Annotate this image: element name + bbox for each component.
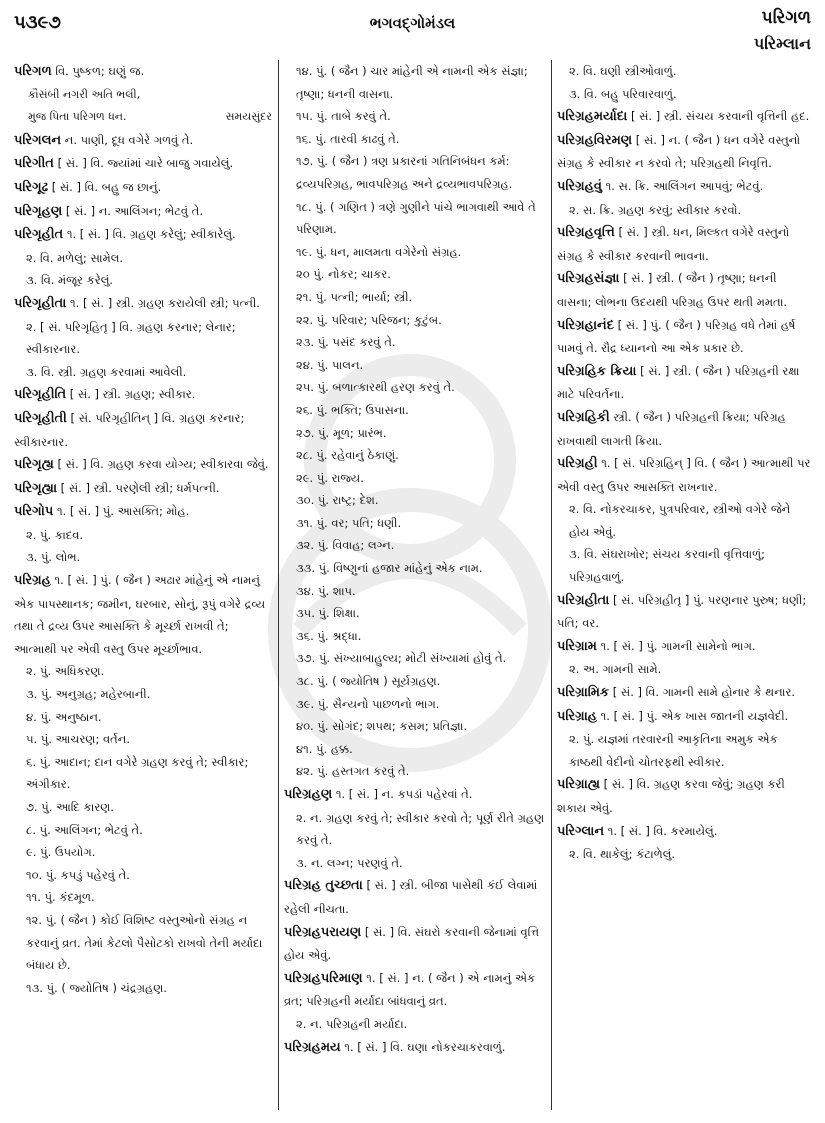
definition: [ સં. પરિગૃહીતિન્ ] વિ. ગ્રહણ કરનાર; સ્વીકારનાર. — [14, 410, 245, 449]
headword: પરિગ્રહવિરમણ — [557, 132, 633, 148]
sense-definition: ૨. વિ. થાકેલું; કંટાળેલું. — [569, 847, 676, 862]
headword: પરિગૃહીતી — [14, 410, 67, 426]
headword: પરિગૃહીતિ — [14, 387, 67, 403]
running-title: ભગવદ્ગોમંડલ — [369, 14, 456, 32]
dictionary-entry — [14, 152, 272, 176]
sense-definition: ૩. વિ. મંજૂર કરેલું. — [26, 273, 114, 288]
sense-definition: ૨૧. પું. પત્ની; ભાર્યા; સ્ત્રી. — [296, 289, 413, 304]
definition: [ સં. ] સ્ત્રી. બીજા પાસેથી કંઈ લેવામાં રહેલી નીચતા. — [284, 878, 538, 916]
headword: પરિગ્રહમર્યાદા — [557, 109, 628, 125]
definition: [ સં. ] સ્ત્રી. સંચય કરવાની વૃત્તિની હદ. — [630, 109, 810, 124]
sense-definition: ૨૫. પું. બળાત્કારથી હરણ કરવું તે. — [296, 380, 455, 395]
sense-definition: ૩. પું. અનુગ્રહ; મહેરબાની. — [26, 687, 151, 702]
definition: [ સં. ] સ્ત્રી. ધન, મિલ્કત વગેરે વસ્તુનો સંગ્રહ કે સ્વીકાર કરવાની ભાવના. — [557, 225, 790, 263]
dictionary-entry — [557, 773, 813, 819]
dictionary-entry — [557, 406, 813, 452]
sense-definition: ૩૪. પું. શાપ. — [296, 583, 356, 598]
sense-definition: ૩. વિ. સંઘરાખોર; સંચય કરવાની વૃત્તિવાળું; પરિગ્રહવાળું. — [569, 547, 765, 585]
sense-definition: ૧૬. પું. તારવી કાઢવું તે. — [296, 131, 400, 146]
column-3 — [557, 60, 813, 1118]
definition: ૧. [ સં. ] પું. એક ખાસ જાતની યજ્ઞવેદી. — [600, 708, 789, 723]
headword: પરિગલન — [14, 132, 62, 148]
column-2 — [284, 60, 546, 1118]
sense-definition: ૪૧. પું. હક્ક. — [296, 741, 353, 756]
definition: [ સં. ] સ્ત્રી. ( જૈન ) તૃષ્ણા; ધનની વાસના; લોભના ઉદયથી પરિગ્રહ ઉપર થતી મમતા. — [557, 271, 788, 309]
sense-definition: ૩૧. પું. વર; પતિ; ધણી. — [296, 515, 402, 530]
headword: પરિગ્રહમય — [284, 1039, 341, 1055]
dictionary-entry — [284, 783, 546, 807]
definition: ૧. [ સં. ] વિ. કરમાયેલું. — [607, 823, 718, 838]
sense-definition: ૧૫. પું. તાબે કરવું તે. — [296, 109, 391, 124]
definition: ૧. [ સં. ] વિ. ગ્રહણ કરેલું; સ્વીકારેલું. — [66, 227, 236, 242]
sense-definition: ૩૦. પું. રાષ્ટ્ર; દેશ. — [296, 493, 379, 508]
sense-definition: ૨૨. પું. પરિવાર; પરિજન; કુટુંબ. — [296, 312, 442, 327]
headword: પરિગૃહ્ય — [14, 457, 54, 473]
sense-definition: ૩. ન. લગ્ન; પરણવું તે. — [296, 855, 403, 870]
sense-definition: ૨. પું. કાદવ. — [26, 527, 84, 542]
sense-definition: ૩૨. પું. વિવાહ; લગ્ન. — [296, 538, 395, 553]
dictionary-entry — [557, 452, 813, 498]
headword: પરિગ્રહવૃત્તિ — [557, 225, 615, 241]
definition: ૧. [ સં. ] ન. ( જૈન ) એ નામનું એક વ્રત; પરિગ્રહની મર્યાદા બાંધવાનું વ્રત. — [284, 970, 536, 1009]
definition: ૧. [ સં. ] પું. ગામની સામેનો ભાગ. — [600, 638, 756, 653]
sense-definition: ૩૬. પું. શ્રદ્ધા. — [296, 628, 362, 643]
dictionary-entry — [14, 477, 272, 501]
sense-definition: ૫. પું. આચરણ; વર્તન. — [26, 732, 130, 747]
sense-definition: ૨૪. પું. પાલન. — [296, 357, 364, 372]
definition: [ સં. ] સ્ત્રી. ( જૈન ) પરિગ્રહની રક્ષા માટે પરિવર્તના. — [557, 363, 800, 402]
dictionary-entry — [557, 820, 813, 844]
dictionary-entry — [14, 129, 272, 153]
headword: પરિગ્રામ — [557, 638, 597, 654]
definition: [ સં. ] વિ. જ્યાંમાં ચારે બાજુ ગવાયેલું. — [57, 156, 234, 171]
sense-definition: ૩૮. પું. ( જ્યોતિષ ) સૂર્યગ્રહણ. — [296, 674, 441, 689]
sense-definition: ૨. પું. અધિકરણ. — [26, 664, 105, 679]
headword: પરિગૂઢ — [14, 179, 49, 195]
headword: પરિગ્રામિક — [557, 685, 610, 701]
sense-definition: ૨. ન. ગ્રહણ કરવું તે; સ્વીકાર કરવો તે; પૂર્ણ રીતે ગ્રહણ કરવું તે. — [296, 810, 545, 848]
sense-definition: ૪. પું. અનુષ્ઠાન. — [26, 709, 102, 724]
sense-definition: ૨. અ. ગામની સામે. — [569, 662, 662, 677]
dictionary-entry — [557, 267, 813, 313]
quotation-line — [14, 106, 272, 129]
dictionary-entry — [14, 407, 272, 453]
dictionary-entry — [14, 176, 272, 200]
definition: ન. પાણી, દૂધ વગેરે ગળવું તે. — [64, 132, 194, 147]
dictionary-entry — [557, 681, 813, 705]
headword: પરિગ્રહાનંદ — [557, 317, 614, 333]
column-divider — [278, 60, 279, 1110]
definition: ૧. સ. ક્રિ. આલિંગન આપવું; ભેટવું. — [605, 178, 764, 193]
sense-definition: ૧૯. પું. ધન, માલમતા વગેરેનો સંગ્રહ. — [296, 244, 462, 259]
sense-definition: ૩. વિ. સ્ત્રી. ગ્રહણ કરવામાં આવેલી. — [26, 364, 187, 379]
definition: ૧. [ સં. ] પું. ( જૈન ) અઢાર માંહેનું એ નામનું એક પાપસ્થાનક; જમીન, ઘરબાર, સોનું, રૂપું વગેરે દ્રવ્ય તથા તે દ્રવ્ય ઉપર આસક્તિ કે મૂર્ચ્છા રાખવી તે; આત્માથી પર એવી વસ્તુ ઉપર મૂર્ચ્છાભાવ. — [14, 573, 266, 656]
sense-definition: ૮. પું. આલિંગન; ભેટવું તે. — [26, 822, 143, 837]
sense-definition: ૩. વિ. બહુ પરિવારવાળું. — [569, 86, 677, 101]
dictionary-entry — [14, 292, 272, 316]
definition: ૧. [ સં. ] ન. કપડાં પહેરવાં તે. — [335, 787, 473, 801]
sense-definition: ૧૮. પું. ( ગણિત ) ત્રણે ગુણીને પાંચે ભાગવાથી આવે તે પરિણામ. — [296, 199, 536, 237]
dictionary-entry — [14, 223, 272, 247]
dictionary-entry — [14, 60, 272, 84]
definition: [ સં. ] વિ. ગામની સામે હોનાર કે થનાર. — [612, 685, 796, 700]
sense-definition: ૧૩. પું. ( જ્યોતિષ ) ચંદ્રગ્રહણ. — [26, 980, 167, 995]
sense-definition: ૧૦. પું. કપડું પહેરવું તે. — [26, 867, 130, 882]
column-divider — [551, 60, 552, 1110]
dictionary-entry — [14, 383, 272, 407]
definition: વિ. પુષ્કળ; ઘણું જ. — [55, 64, 145, 78]
dictionary-entry — [557, 105, 813, 129]
headword: પરિગ્રહપરિમાણ — [284, 970, 363, 986]
headword: પરિગ્રહિકી — [557, 409, 610, 425]
dictionary-entry — [557, 635, 813, 659]
headword: પરિગ્રહી — [557, 456, 598, 472]
definition: [ સં. ] પું. ( જૈન ) પરિગ્રહ વધે તેમાં હર્ષ પામવું તે. રૌદ્ર ધ્યાનનો આ એક પ્રકાર છે. — [557, 317, 796, 356]
sense-definition: ૨૮. પું. રહેવાનું ઠેકાણું. — [296, 448, 399, 463]
definition: [ સં. ] સ્ત્રી. ગ્રહણ; સ્વીકાર. — [69, 387, 196, 402]
definition: [ સં. ] વિ. બહુ જ છાનું. — [51, 179, 162, 194]
headword: પરિગીત — [14, 156, 54, 172]
sense-definition: ૪૨. પું. હસ્તગત કરવું તે. — [296, 764, 410, 779]
headword: પરિગ્રહણ — [284, 787, 333, 802]
dictionary-entry — [557, 175, 813, 199]
sense-definition: ૪૦. પું. સોગંદ; શપથ; કસમ; પ્રતિજ્ઞા. — [296, 719, 468, 734]
definition: [ સં. ] ન. આલિંગન; ભેટવું તે. — [65, 203, 204, 218]
headword: પરિગોપ — [14, 504, 54, 520]
dictionary-entry — [14, 500, 272, 524]
dictionary-entry — [557, 129, 813, 175]
headword: પરિગ્રહ તુચ્છતા — [284, 878, 363, 894]
definition: ૧. [ સં. ] વિ. ઘણા નોકરચાકરવાળું. — [344, 1039, 506, 1054]
headword: પરિગ્રહિક ક્રિયા — [557, 363, 637, 379]
definition: ૧. [ સં. પરિગ્રહિન્ ] વિ. ( જૈન ) આત્માથી પર એવી વસ્તુ ઉપર આસક્તિ રાખનાર. — [557, 456, 811, 494]
guide-word-first: પરિગળ — [761, 8, 811, 28]
sense-definition: ૨. સ. ક્રિ. ગ્રહણ કરવું; સ્વીકાર કરવો. — [569, 202, 742, 217]
dictionary-entry — [284, 967, 546, 1013]
dictionary-entry — [557, 314, 813, 360]
guide-word-last: પરિમ્લાન — [753, 34, 811, 53]
headword: પરિગ્રાહ્ય — [557, 777, 601, 793]
headword: પરિગૃહણ — [14, 203, 63, 219]
sense-definition: ૩૩. પું. વિષ્ણુનાં હજાર માંહેનું એક નામ. — [296, 561, 483, 576]
dictionary-entry — [284, 1036, 546, 1060]
definition: [ સં. ] ન. ( જૈન ) ધન વગેરે વસ્તુનો સંગ્રહ કે સ્વીકાર ન કરવો તે; પરિગ્રહથી નિવૃત્તિ. — [557, 132, 801, 171]
sense-definition: ૨. વિ. મળેલું; સામેલ. — [26, 250, 124, 265]
quotation-text: કૌસંબી નગરી અતિ ભલી, — [28, 87, 141, 101]
sense-definition: ૩૯. પું. સૈન્યનો પાછળનો ભાગ. — [296, 696, 440, 711]
headword: પરિગ્રાહ — [557, 708, 598, 724]
sense-definition: ૨. પું. યજ્ઞમાં તરવારની આકૃતિના અમુક એક કાષ્ઠથી વેદીનો ચોતરફથી સ્વીકાર. — [569, 732, 778, 769]
page-header — [0, 0, 825, 58]
sense-definition: ૨. [ સં. પરિગૃહિતૃ ] વિ. ગ્રહણ કરનાર; લેનાર; સ્વીકારનાર. — [26, 319, 236, 357]
quotation-author: સમયસુંદર — [225, 110, 272, 124]
quotation-text: મુજ પિતા પરિગળ ધન. — [28, 110, 127, 124]
sense-definition: ૩૫. પું. શિક્ષા. — [296, 606, 360, 621]
sense-definition: ૬. પું. આદાન; દાન વગેરે ગ્રહણ કરવું તે; સ્વીકાર; અંગીકાર. — [26, 754, 249, 792]
sense-definition: ૧૨. પું. ( જૈન ) કોઈ વિશિષ્ટ વસ્તુઓનો સંગ્રહ ન કરવાનું વ્રત. તેમાં કેટલો પૈસોટકો રાખવો તેની મર્યાદા બંધાય છે. — [26, 912, 263, 973]
headword: પરિગ્રહપરાયણ — [284, 924, 362, 940]
sense-definition: ૨૦ પું. નોકર; ચાકર. — [296, 267, 391, 282]
sense-definition: ૨૯. પું. રાજ્ય. — [296, 470, 364, 485]
headword: પરિગૃહ્યા — [14, 480, 58, 496]
sense-definition: ૭. પું. આદિ કારણ. — [26, 800, 114, 814]
headword: પરિગ્લાન — [557, 823, 605, 839]
quotation-line — [14, 84, 272, 107]
page-number: પ૩૯૭ — [14, 12, 61, 33]
dictionary-entry — [14, 569, 272, 660]
definition: સ્ત્રી. ( જૈન ) પરિગ્રહની ક્રિયા; પરિગ્રહ રાખવાથી લાગતી ક્રિયા. — [557, 409, 786, 448]
definition: ૧. [ સં. ] પું. આસક્તિ; મોહ. — [56, 504, 190, 519]
headword: પરિગ્રહસંજ્ઞા — [557, 271, 620, 287]
headword: પરિગ્રહીતા — [557, 592, 610, 608]
dictionary-entry — [284, 874, 546, 920]
definition: [ સં. ] વિ. સંઘરો કરવાની જેનામાં વૃત્તિ હોય એવું. — [284, 924, 540, 963]
sense-definition: ૯. પું. ઉપયોગ. — [26, 845, 96, 860]
dictionary-entry — [14, 453, 272, 477]
sense-definition: ૨૩. પું. પસંદ કરવું તે. — [296, 335, 396, 350]
headword: પરિગૃહીત — [14, 227, 64, 243]
sense-definition: ૧૧. પું. કંદમૂળ. — [26, 890, 95, 905]
dictionary-entry — [284, 921, 546, 967]
sense-definition: ૩૭. પું. સંખ્યાબાહુલ્ય; મોટી સંખ્યામાં હોવું તે. — [296, 651, 507, 666]
headword: પરિગ્રહ — [14, 573, 51, 589]
dictionary-entry — [557, 360, 813, 406]
sense-definition: ૧૭. પું. ( જૈન ) ત્રણ પ્રકારનાં ગતિનિબંધન કર્મ: દ્રવ્યપરિગ્રહ, ભાવપરિગ્રહ અને દ્રવ્યભાવપરિગ્રહ. — [296, 154, 513, 191]
sense-definition: ૩. પું. લોભ. — [26, 550, 81, 565]
definition: [ સં. ] સ્ત્રી. પરણેલી સ્ત્રી; ધર્મપત્ની. — [60, 480, 220, 495]
headword: પરિગળ — [14, 64, 52, 79]
definition: [ સં. પરિગ્રહીતૃ ] પું. પરણનાર પુરુષ; ધણી; પતિ; વર. — [557, 592, 807, 631]
sense-definition: ૧૪. પું. ( જૈન ) ચાર માંહેની એ નામની એક સંજ્ઞા; તૃષ્ણા; ધનની વાસના. — [296, 64, 528, 101]
dictionary-entry — [557, 705, 813, 729]
sense-definition: ૨. વિ. ઘણી સ્ત્રીઓવાળું. — [569, 64, 677, 78]
sense-definition: ૨. ન. પરિગ્રહની મર્યાદા. — [296, 1016, 408, 1031]
definition: ૧. [ સં. ] સ્ત્રી. ગ્રહણ કરાયેલી સ્ત્રી; પત્ની. — [70, 295, 260, 310]
sense-definition: ૨૭. પું. મૂળ; પ્રારંભ. — [296, 425, 387, 440]
definition: [ સં. ] વિ. ગ્રહણ કરવા યોગ્ય; સ્વીકારવા જેવું. — [57, 457, 269, 472]
dictionary-entry — [557, 589, 813, 635]
definition: [ સં. ] વિ. ગ્રહણ કરવા જેવું; ગ્રહણ કરી શકાય એવું. — [557, 777, 785, 815]
dictionary-entry — [14, 200, 272, 224]
column-1 — [14, 60, 272, 1118]
headword: પરિગ્રહવું — [557, 178, 602, 194]
sense-definition: ૨૬. પું. ભક્તિ; ઉપાસના. — [296, 402, 409, 417]
dictionary-entry — [557, 221, 813, 267]
sense-definition: ૨. વિ. નોકરચાકર, પુત્રપરિવાર, સ્ત્રીઓ વગેરે જેને હોય એવું. — [569, 502, 791, 539]
headword: પરિગૃહીતા — [14, 295, 67, 311]
